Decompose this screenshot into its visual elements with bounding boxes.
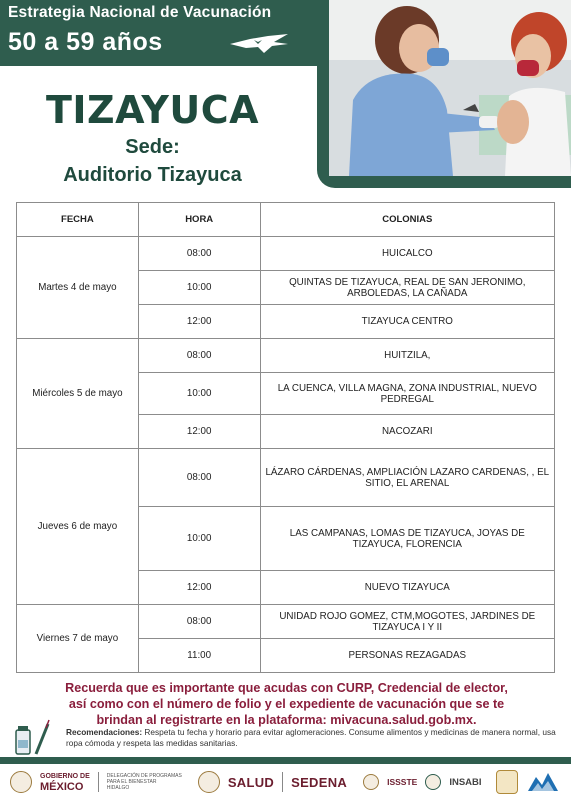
colonies-cell: QUINTAS DE TIZAYUCA, REAL DE SAN JERONIMO, ARBOLEDAS, LA CAÑADA: [260, 271, 554, 305]
gobierno-line2: MÉXICO: [40, 781, 84, 793]
age-range: 50 a 59 años: [8, 28, 163, 56]
gobierno-logo: [40, 772, 90, 792]
time-cell: 12:00: [138, 571, 260, 605]
table-row: [17, 237, 555, 271]
colonies-cell: TIZAYUCA CENTRO: [260, 305, 554, 339]
colonies-cell: LAS CAMPANAS, LOMAS DE TIZAYUCA, JOYAS DE TIZAYUCA, FLORENCIA: [260, 507, 554, 571]
issste-logo: ISSSTE: [387, 777, 418, 787]
recommendations-label: Recomendaciones:: [66, 727, 143, 737]
delegacion-logo: [107, 773, 182, 791]
colonies-cell: LA CUENCA, VILLA MAGNA, ZONA INDUSTRIAL, NUEVO PEDREGAL: [260, 373, 554, 415]
colonies-cell: LÁZARO CÁRDENAS, AMPLIACIÓN LAZARO CARDENAS, , EL SITIO, EL ARENAL: [260, 449, 554, 507]
footer-divider: [0, 757, 571, 764]
salud-logo: SALUD: [227, 774, 275, 790]
colonies-cell: HUICALCO: [260, 237, 554, 271]
time-cell: 08:00: [138, 449, 260, 507]
time-cell: 10:00: [138, 507, 260, 571]
colonies-cell: NUEVO TIZAYUCA: [260, 571, 554, 605]
date-cell: Martes 4 de mayo: [17, 237, 139, 339]
recommendations-text: Respeta tu fecha y horario para evitar aglomeraciones. Consume alimentos y medicinas de manera normal, usa ropa cómoda y respeta las medidas sanitarias.: [66, 727, 556, 748]
date-cell: Viernes 7 de mayo: [17, 605, 139, 673]
vaccine-vial-icon: [12, 718, 50, 758]
insabi-logo: INSABI: [449, 776, 482, 788]
issste-seal-icon: [363, 774, 379, 790]
header-colonias: COLONIAS: [260, 203, 554, 237]
imss-seal-icon: [425, 774, 441, 790]
recommendations: [66, 727, 561, 749]
table-header-row: [17, 203, 555, 237]
header-hora: HORA: [138, 203, 260, 237]
delegacion-line2: PARA EL BIENESTAR: [106, 779, 157, 785]
eagle-emblem-icon: [228, 33, 290, 55]
table-row: [17, 449, 555, 507]
venue-name: Auditorio Tizayuca: [63, 164, 242, 186]
colonies-cell: HUITZILA,: [260, 339, 554, 373]
delegacion-line3: HIDALGO: [106, 785, 130, 791]
header-fecha: FECHA: [17, 203, 139, 237]
vaccination-photo: [317, 0, 571, 188]
reminder-line: Recuerda que es importante que acudas con CURP, Credencial de elector,: [65, 681, 508, 695]
time-cell: 10:00: [138, 373, 260, 415]
time-cell: 08:00: [138, 339, 260, 373]
time-cell: 08:00: [138, 605, 260, 639]
table-row: [17, 605, 555, 639]
colonies-cell: PERSONAS REZAGADAS: [260, 639, 554, 673]
colonies-cell: NACOZARI: [260, 415, 554, 449]
date-cell: Miércoles 5 de mayo: [17, 339, 139, 449]
schedule-table: [16, 202, 555, 673]
colonies-cell: UNIDAD ROJO GOMEZ, CTM,MOGOTES, JARDINES DE TIZAYUCA I Y II: [260, 605, 554, 639]
date-cell: Jueves 6 de mayo: [17, 449, 139, 605]
time-cell: 11:00: [138, 639, 260, 673]
time-cell: 12:00: [138, 415, 260, 449]
hidalgo-shield-icon: [496, 770, 518, 794]
reminder-line: así como con el número de folio y el expediente de vacunación que se te: [68, 697, 505, 711]
footer-separator: [282, 772, 283, 792]
sedena-logo: SEDENA: [291, 774, 348, 790]
delegacion-line1: DELEGACIÓN DE PROGRAMAS: [106, 773, 182, 779]
reminder-text: [14, 680, 559, 728]
city-title: TIZAYUCA: [45, 88, 260, 132]
time-cell: 08:00: [138, 237, 260, 271]
footer-logos: [0, 764, 571, 800]
time-cell: 12:00: [138, 305, 260, 339]
vaccination-scene-image: [329, 0, 571, 176]
bienestar-logo-icon: [526, 769, 560, 795]
reminder-line: brindan al registrarte en la plataforma: mivacuna.salud.gob.mx.: [96, 713, 477, 727]
salud-seal-icon: [198, 771, 220, 793]
header-banner: [0, 0, 335, 66]
footer-separator: [98, 772, 99, 792]
table-row: [17, 339, 555, 373]
time-cell: 10:00: [138, 271, 260, 305]
gobierno-seal-icon: [10, 771, 32, 793]
gobierno-line1: GOBIERNO DE: [40, 773, 90, 780]
venue-label: Sede:: [125, 136, 180, 158]
campaign-title: Estrategia Nacional de Vacunación: [8, 4, 272, 21]
